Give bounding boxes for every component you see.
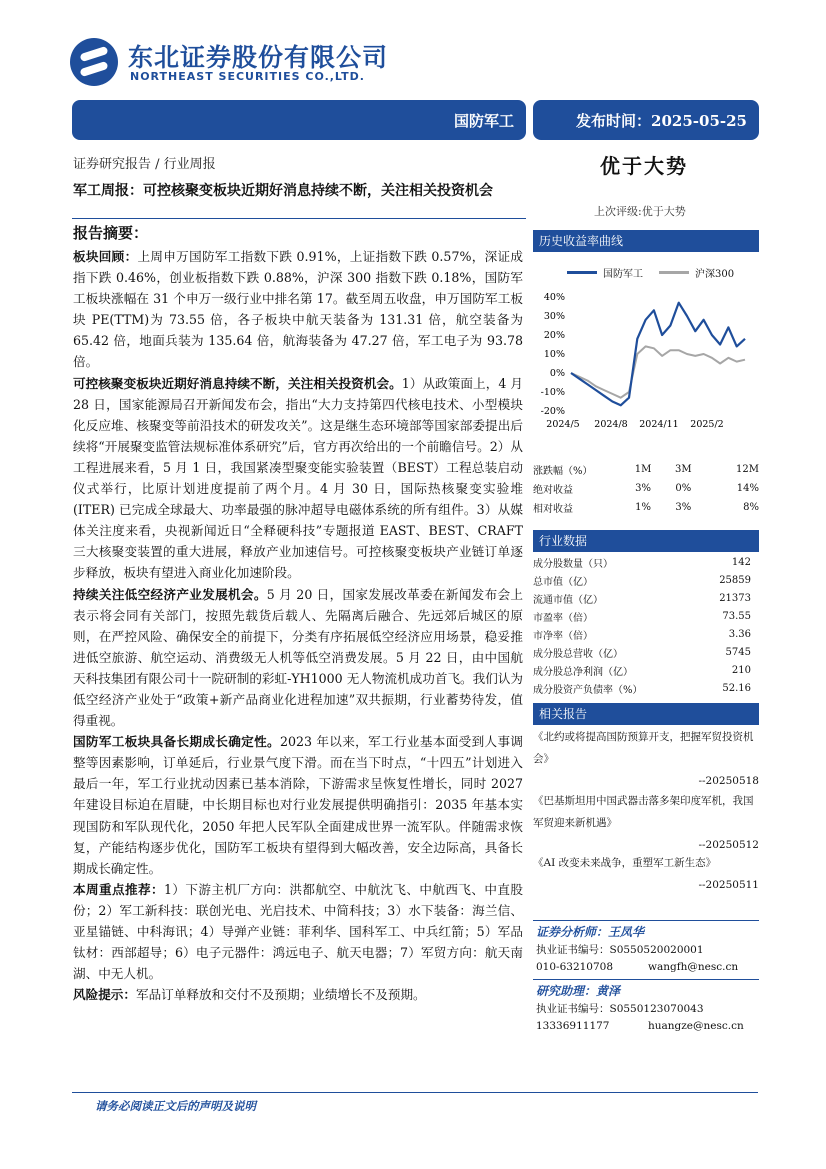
paragraph-lead: 持续关注低空经济产业发展机会。 [73,586,267,602]
analyst-block [536,983,760,1035]
sector-label: 国防军工 [453,111,514,130]
analyst-name: 王凤华 [608,925,645,939]
table-cell: 8% [743,502,759,513]
analyst-cert: 执业证书编号：S0550520020001 [536,944,704,956]
table-row [533,498,759,517]
table-cell: 52.16 [722,682,751,694]
analyst-name: 黄泽 [596,984,621,998]
table-header: 涨跌幅（%） [533,466,593,477]
table-row [533,571,759,589]
publish-banner [533,100,759,140]
publish-date: 发布时间：2025-05-25 [576,111,747,130]
y-tick-label: -20% [540,406,565,417]
analyst-role: 证券分析师： [536,925,609,939]
paragraph-text: 军品订单释放和交付不及预期；业绩增长不及预期。 [135,987,426,1003]
summary-paragraph [73,246,523,373]
analyst-email[interactable]: huangze@nesc.cn [648,1020,744,1032]
summary-paragraph [73,879,523,984]
table-row [533,679,759,697]
rating: 优于大势 [600,154,688,178]
paragraph-text: 1）下游主机厂方向：洪都航空、中航沈飞、中航西飞、中直股份；2）军工新科技：联创光电、光启技术、中简科技；3）水下装备：海兰信、亚星锚链、中科海讯；4）导弹产业链：菲利华、国科军工、中兵红箭；5）军品钛材：西部超导；6）电子元器件：鸿远电子、航天电器；7）军贸方向：航天南湖、中无人机。 [73,881,524,982]
table-cell: 绝对收益 [533,485,573,496]
related-report-date: --20250512 [698,839,759,851]
table-cell: 总市值（亿） [533,576,593,588]
table-cell: 0% [675,483,692,494]
return-table [533,460,759,517]
analyst-phone: 010-63210708 [536,961,614,973]
summary-title: 报告摘要： [73,224,149,242]
analyst-cert: 执业证书编号：S0550123070043 [536,1003,704,1015]
paragraph-lead: 风险提示： [73,987,136,1003]
table-cell: 3% [635,483,652,494]
table-cell: 成分股总净利润（亿） [533,666,633,678]
paragraph-lead: 可控核聚变板块近期好消息持续不断，关注相关投资机会。 [73,375,402,391]
summary-paragraph [73,731,523,879]
chart-section-header: 历史收益率曲线 [533,230,759,252]
x-tick-label: 2024/5 [546,419,580,430]
paragraph-lead: 国防军工板块具备长期成长确定性。 [73,734,280,750]
summary-body [73,246,523,1005]
y-tick-label: 10% [543,349,565,360]
company-name-cn: 东北证券股份有限公司 [128,43,389,72]
table-cell: 3% [675,502,692,513]
series-line-defense [571,303,745,406]
y-tick-label: 0% [549,368,565,379]
legend-entry: 国防军工 [603,269,643,280]
divider [72,218,526,219]
sector-banner [72,100,526,140]
related-report-date: --20250518 [698,775,759,787]
related-report[interactable] [533,852,759,896]
previous-rating: 上次评级:优于大势 [594,205,686,218]
table-cell: 1% [635,502,652,513]
company-name-en: NORTHEAST SECURITIES CO.,LTD. [130,70,365,83]
table-cell: 成分股总营收（亿） [533,648,623,660]
analyst-phone: 13336911177 [536,1020,610,1032]
table-cell: 3.36 [728,628,751,640]
paragraph-text: 2023 年以来，军工行业基本面受到人事调整等因素影响，订单延后，行业景气度下滑。而在当下时点，“十四五”计划进入最后一年，军工行业扰动因素已基本消除，下游需求呈恢复性增长，同时 2027 年建设目标迫在眉睫，中长期目标也对行业发展提供明确指引：2035 年基本实现国防和军队现代化，2050 年把人民军队全面建成世界一流军队。伴随需求恢复，产能结构逐步优化，国防军工板块有望得到大幅改善，安全边际高，具备长期成长确定性。 [73,734,523,876]
table-cell: 25859 [719,574,751,586]
industry-section-header: 行业数据 [533,530,759,552]
chart-legend [567,265,734,280]
table-row [533,661,759,679]
industry-table [533,553,759,697]
table-row [533,589,759,607]
legend-entry: 沪深300 [695,269,735,280]
table-row [533,607,759,625]
related-report[interactable] [533,726,759,792]
legend-swatch [567,271,597,274]
summary-paragraph [73,584,523,732]
related-report-date: --20250511 [698,879,759,891]
report-headline: 军工周报：可控核聚变板块近期好消息持续不断，关注相关投资机会 [73,183,493,199]
y-tick-label: 20% [543,330,565,341]
x-tick-label: 2024/11 [639,419,679,430]
table-cell: 73.55 [722,610,751,622]
breadcrumb: 证券研究报告 / 行业周报 [73,157,216,172]
table-row [533,625,759,643]
table-cell: 142 [731,556,751,568]
footer-divider [72,1092,758,1093]
footer-disclaimer: 请务必阅读正文后的声明及说明 [95,1099,256,1113]
table-row [533,553,759,571]
table-header: 3M [674,464,692,475]
related-section-header: 相关报告 [533,703,759,725]
analyst-email[interactable]: wangfh@nesc.cn [648,961,739,973]
return-chart [533,285,759,435]
table-cell: 市盈率（倍） [533,612,593,624]
table-cell: 成分股数量（只） [533,558,613,570]
table-cell: 210 [731,664,751,676]
table-cell: 14% [736,483,759,494]
table-cell: 相对收益 [533,504,573,515]
table-cell: 21373 [719,592,751,604]
paragraph-text: 上周申万国防军工指数下跌 0.91%，上证指数下跌 0.57%，深证成指下跌 0.46%，创业板指数下跌 0.88%，沪深 300 指数下跌 0.18%，国防军工板块涨幅在 31 个申万一级行业中排名第 17。截至周五收盘，申万国防军工板块 PE(TTM)为 73.55 倍，各子板块中航天装备为 131.31 倍，航空装备为 65.42 倍，地面兵装为 135.64 倍，航海装备为 47.27 倍，军工电子为 93.78 倍。 [73,249,523,370]
x-tick-label: 2024/8 [594,419,628,430]
table-row [533,479,759,498]
analyst-block [536,924,760,976]
table-cell: 流通市值（亿） [533,594,603,606]
y-tick-label: 30% [543,311,565,322]
related-report-title[interactable]: 《北约或将提高国防预算开支，把握军贸投资机会》 [533,731,754,765]
divider [533,979,759,980]
related-report[interactable] [533,790,759,856]
y-tick-label: -10% [540,387,565,398]
x-tick-label: 2025/2 [690,419,724,430]
related-report-title[interactable]: 《巴基斯坦用中国武器击落多架印度军机，我国军贸迎来新机遇》 [533,795,754,829]
paragraph-text: 1）从政策面上，4 月 28 日，国家能源局召开新闻发布会，指出“大力支持第四代核电技术、小型模块化反应堆、核聚变等前沿技术的研发攻关”。这是继生态环境部等国家部委提出后续将“开展聚变监管法规标准体系研究”后，官方再次给出的一个前瞻信号。2）从工程进展来看，5 月 1 日，我国紧凑型聚变能实验装置（BEST）工程总装启动仪式举行，比原计划进度提前了两个月。4 月 30 日，国际热核聚变实验堆 (ITER) 已完成全球最大、功率最强的脉冲超导电磁体系统的所有组件。3）从媒体关注度来看，央视新闻近日“全释硬科技”专题报道 EAST、BEST、CRAFT 三大核聚变装置的重大进展，释放产业加速信号。可控核聚变板块产业链订单逐步释放，板块有望进入商业化加速阶段。 [73,375,524,581]
table-cell: 成分股资产负债率（%） [533,684,643,696]
legend-swatch [659,271,689,274]
summary-paragraph [73,984,523,1005]
table-row [533,460,759,479]
y-tick-label: 40% [543,292,565,303]
summary-paragraph [73,373,523,584]
paragraph-text: 5 月 20 日，国家发展改革委在新闻发布会上表示将会同有关部门，按照先载货后载人、先隔离后融合、先远郊后城区的原则，在严控风险、确保安全的前提下，分类有序拓展低空经济应用场景，稳妥推进低空旅游、航空运动、消费级无人机等低空消费发展。5 月 22 日，由中国航天科技集团有限公司十一院研制的彩虹-YH1000 无人物流机成功首飞。我们认为低空经济产业处于“政策+新产品商业化进程加速”双共振期，行业蓄势待发，值得重视。 [73,586,524,729]
paragraph-lead: 本周重点推荐： [73,881,164,897]
table-cell: 市净率（倍） [533,630,593,642]
table-cell: 5745 [725,646,751,658]
analyst-role: 研究助理： [536,984,597,998]
paragraph-lead: 板块回顾： [73,249,138,264]
related-report-title[interactable]: 《AI 改变未来战争，重塑军工新生态》 [533,857,717,869]
company-logo-icon [70,38,118,86]
table-header: 1M [634,464,652,475]
table-header: 12M [736,464,759,475]
divider [533,920,759,921]
table-row [533,643,759,661]
